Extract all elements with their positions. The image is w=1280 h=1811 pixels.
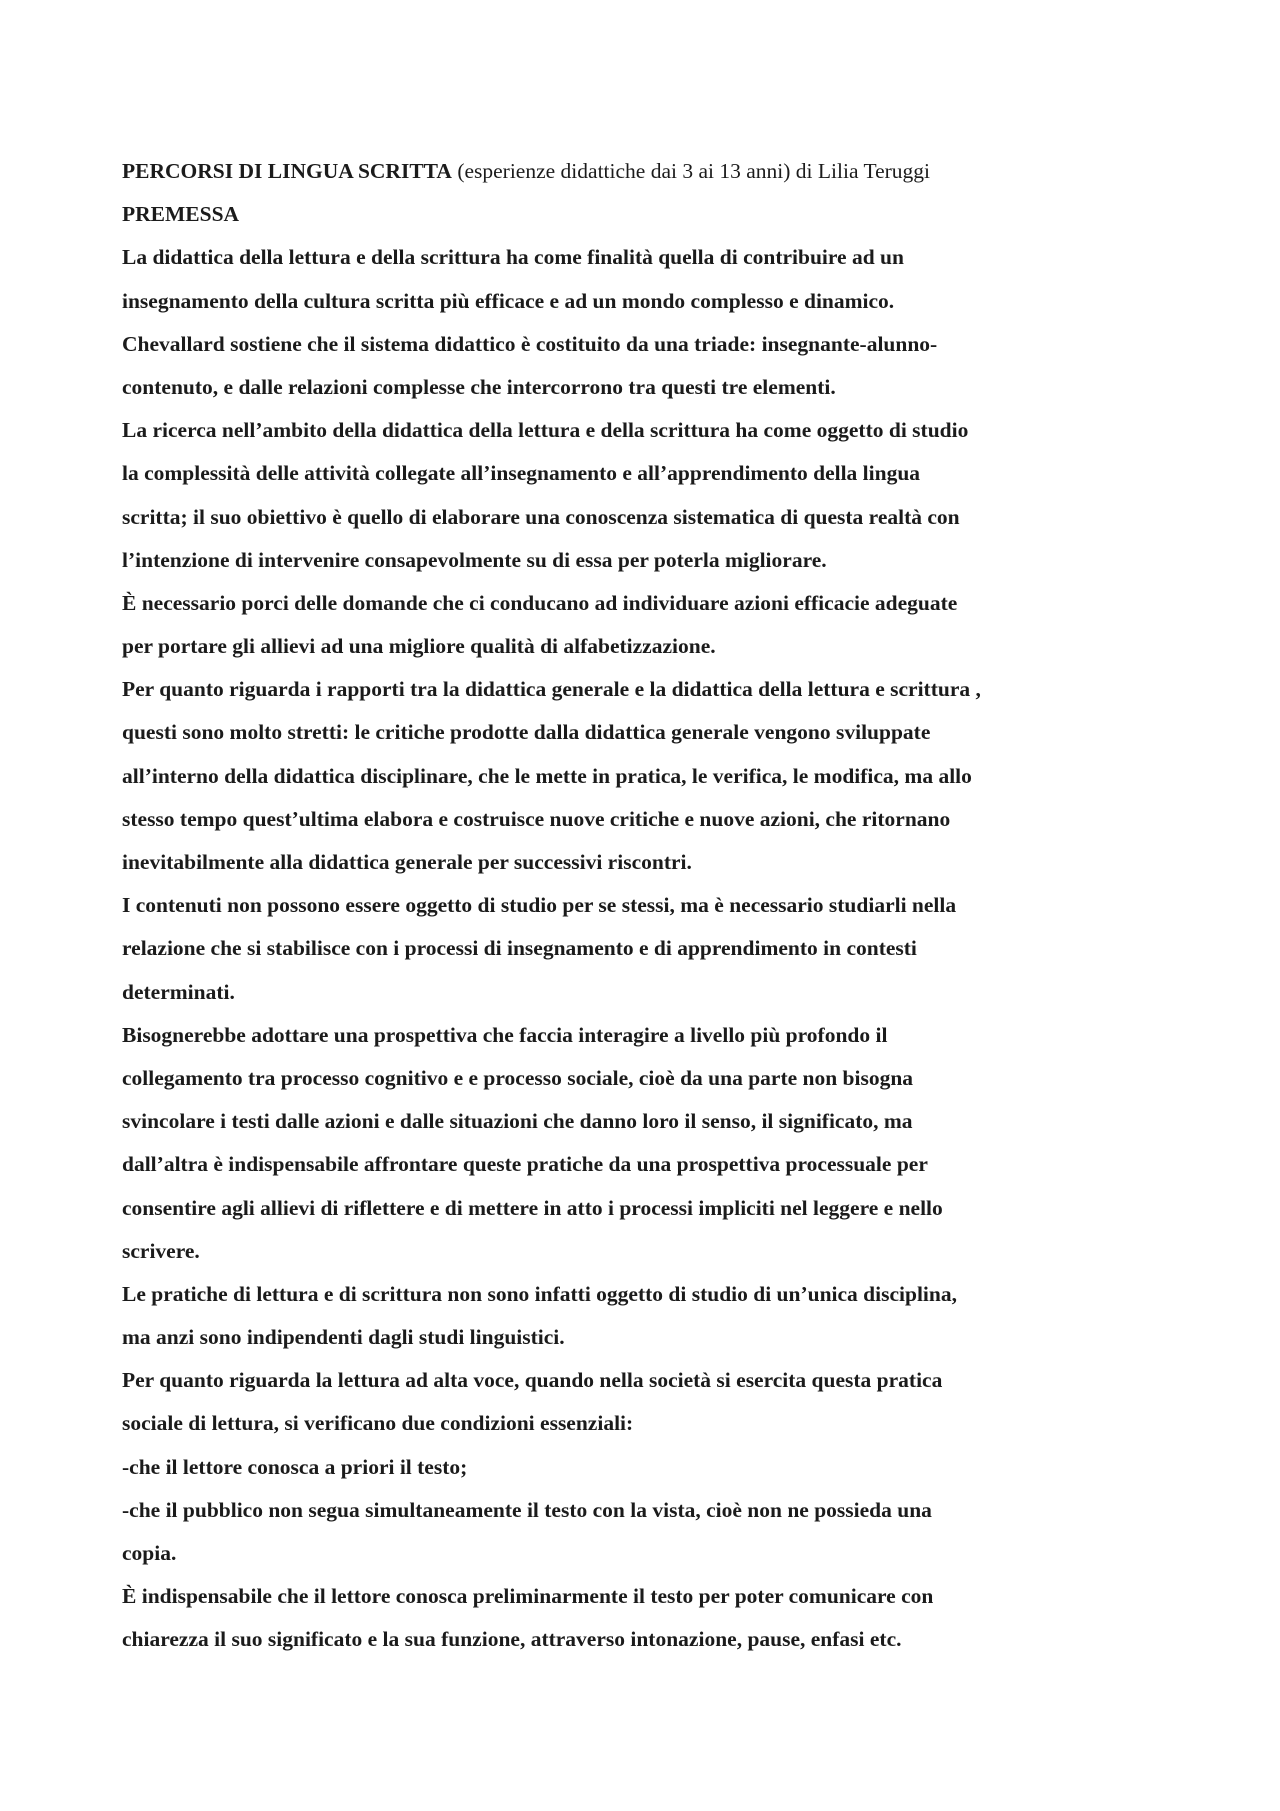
text-line: determinati.	[122, 979, 235, 1004]
text-line: insegnamento della cultura scritta più efficace e ad un mondo complesso e dinamico.	[122, 288, 895, 313]
text-line: consentire agli allievi di riflettere e di mettere in atto i processi impliciti nel leggere e nello	[122, 1195, 943, 1220]
text-line: l’intenzione di intervenire consapevolmente su di essa per poterla migliorare.	[122, 547, 827, 572]
text-line: -che il lettore conosca a priori il testo;	[122, 1454, 468, 1479]
text-line: per portare gli allievi ad una migliore qualità di alfabetizzazione.	[122, 634, 716, 659]
text-line: contenuto, e dalle relazioni complesse che intercorrono tra questi tre elementi.	[122, 374, 836, 399]
text-line: La didattica della lettura e della scrittura ha come finalità quella di contribuire ad un	[122, 245, 904, 270]
document-subtitle: (esperienze didattiche dai 3 ai 13 anni) di Lilia Teruggi	[451, 159, 931, 183]
text-line: ma anzi sono indipendenti dagli studi linguistici.	[122, 1325, 565, 1350]
text-line: relazione che si stabilisce con i processi di insegnamento e di apprendimento in contesti	[122, 936, 917, 961]
text-line: questi sono molto stretti: le critiche prodotte dalla didattica generale vengono sviluppate	[122, 720, 931, 745]
document-lines	[122, 193, 1184, 1661]
text-line: I contenuti non possono essere oggetto di studio per se stessi, ma è necessario studiarli nella	[122, 893, 957, 918]
text-line: scritta; il suo obiettivo è quello di elaborare una conoscenza sistematica di questa realtà con	[122, 504, 960, 529]
document-title-line	[122, 150, 1184, 193]
text-line: Per quanto riguarda la lettura ad alta voce, quando nella società si esercita questa pratica	[122, 1368, 943, 1393]
text-line: Per quanto riguarda i rapporti tra la didattica generale e la didattica della lettura e scrittura ,	[122, 677, 981, 702]
text-line: inevitabilmente alla didattica generale per successivi riscontri.	[122, 850, 692, 874]
text-line: Chevallard sostiene che il sistema didattico è costituito da una triade: insegnante-alunno-	[122, 331, 938, 356]
text-line: stesso tempo quest’ultima elabora e costruisce nuove critiche e nuove azioni, che ritornano	[122, 806, 951, 831]
text-line: all’interno della didattica disciplinare, che le mette in pratica, le verifica, le modifica, ma allo	[122, 763, 972, 788]
text-line: copia.	[122, 1541, 177, 1565]
text-line: sociale di lettura, si verificano due condizioni essenziali:	[122, 1411, 634, 1436]
document-title: PERCORSI DI LINGUA SCRITTA	[122, 159, 452, 183]
text-line: Bisognerebbe adottare una prospettiva che faccia interagire a livello più profondo il	[122, 1022, 888, 1047]
text-line: dall’altra è indispensabile affrontare queste pratiche da una prospettiva processuale per	[122, 1152, 928, 1177]
text-line: chiarezza il suo significato e la sua funzione, attraverso intonazione, pause, enfasi etc.	[122, 1627, 902, 1652]
text-line: È necessario porci delle domande che ci conducano ad individuare azioni efficacie adeguate	[122, 590, 958, 615]
text-line: Le pratiche di lettura e di scrittura non sono infatti oggetto di studio di un’unica disciplina,	[122, 1281, 957, 1306]
document-body	[122, 150, 1184, 1662]
text-line: collegamento tra processo cognitivo e e processo sociale, cioè da una parte non bisogna	[122, 1065, 914, 1090]
text-line: la complessità delle attività collegate all’insegnamento e all’apprendimento della lingua	[122, 461, 921, 486]
text-line: È indispensabile che il lettore conosca preliminarmente il testo per poter comunicare con	[122, 1584, 934, 1609]
section-heading: PREMESSA	[122, 202, 240, 227]
text-line: scrivere.	[122, 1238, 200, 1263]
text-line: La ricerca nell’ambito della didattica della lettura e della scrittura ha come oggetto di studio	[122, 418, 969, 443]
text-line: -che il pubblico non segua simultaneamente il testo con la vista, cioè non ne possieda una	[122, 1497, 932, 1522]
text-line: svincolare i testi dalle azioni e dalle situazioni che danno loro il senso, il significato, ma	[122, 1109, 913, 1134]
